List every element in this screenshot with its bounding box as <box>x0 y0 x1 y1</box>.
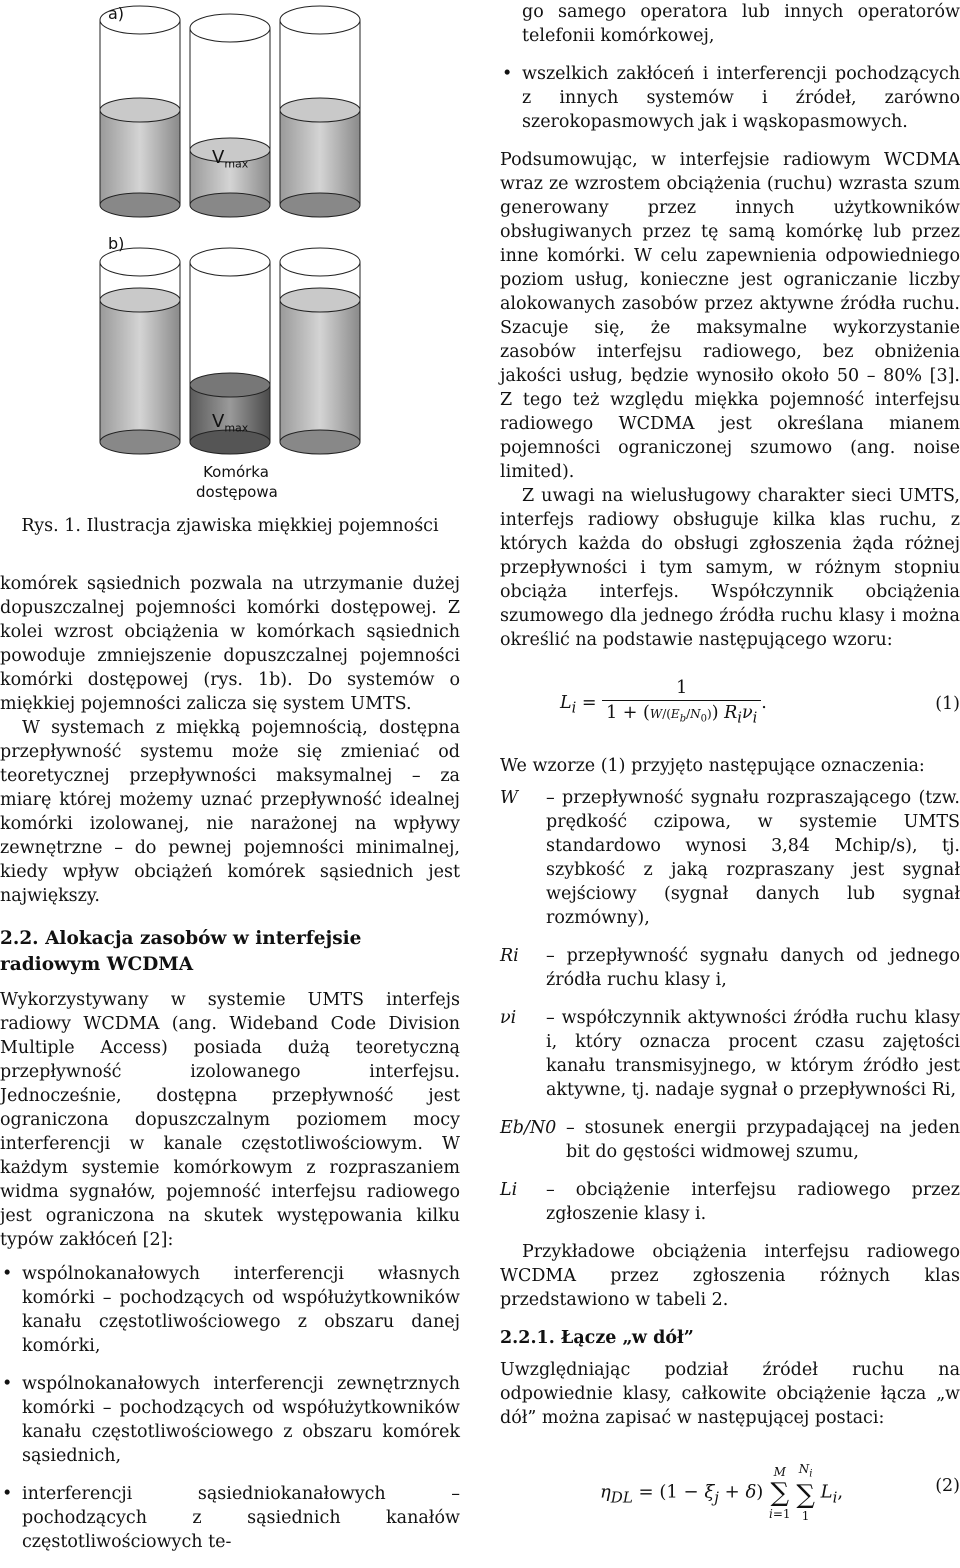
section-heading-2-2-1: 2.2.1. Łącze „w dół” <box>500 1328 694 1348</box>
equation-1 <box>500 670 960 740</box>
definition-text: – obciążenie interfejsu radiowego przez zgłoszenie klasy i. <box>546 1180 960 1224</box>
figure-soft-capacity <box>0 0 460 560</box>
definition-symbol: Eb/N0 <box>500 1118 557 1138</box>
definitions-intro: We wzorze (1) przyjęto następujące oznaczenia: <box>500 756 925 776</box>
left-column <box>0 0 460 1568</box>
equation-1-body: $L_i$ = $\frac{1}{1 + (W/(E_b/N_0)) R_i\nu_i}$ . <box>560 678 767 727</box>
left-para-3: Wykorzystywany w systemie UMTS interfejs radiowy WCDMA (ang. Wideband Code Division Multiple Access) posiada dużą teoretyczną przepływność izolowanego interfejsu. Jednocześnie, dostępna przepływność jest ograniczona dopuszczalnym poziomem mocy interferencji w kanale częstotliwościowym. W każdym systemie komórkowym z rozpraszaniem widma sygnałów, pojemność interfejsu radiowego jest ograniczona na skutek występowania kilku typów zakłóceń [2]: <box>0 990 460 1250</box>
definition-item <box>500 1116 960 1164</box>
equation-1-number: (1) <box>935 694 960 714</box>
section-heading-2-2: 2.2. Alokacja zasobów w interfejsie radiowym WCDMA <box>0 928 362 975</box>
cylinder-a-right <box>280 6 360 217</box>
right-para-2: Z uwagi na wielusługowy charakter sieci UMTS, interfejs radiowy obsługuje kilka klas ruchu, z których każda do obsługi zgłoszenia żąda różnej przepływności i tym samym, w różnym stopniu obciąża interfejs. Współczynnik obciążenia szumowego dla jednego źródła ruchu klasy i można określić na podstawie następującego wzoru: <box>500 486 960 650</box>
left-para-2: W systemach z miękką pojemnością, dostępna przepływność systemu może się zmieniać od teoretycznej przepływności maksymalnej – za miarę której możemy uznać przepływność idealnej komórki izolowanej, nie narażonej na wpływy zewnętrzne – do pewnej pojemności minimalnej, kiedy wpływ obciążeń komórek sąsiednich jest największy. <box>0 718 460 906</box>
right-para-4: Uwzględniając podział źródeł ruchu na odpowiednie klasy, całkowite obciążenie łącza „w dół” można zapisać w następującej postaci: <box>500 1360 960 1428</box>
left-para-1: komórek sąsiednich pozwala na utrzymanie dużej dopuszczalnej pojemności komórki dostępowej. Z kolei wzrost obciążenia w komórkach sąsiednich powoduje zmniejszenie dopuszczalnej pojemności komórki dostępowej (rys. 1b). Do systemów o miękkiej pojemności zalicza się system UMTS. <box>0 574 460 714</box>
definition-item <box>500 1006 960 1102</box>
label-b: b) <box>108 234 125 253</box>
cylinder-b-right <box>280 248 360 454</box>
interference-list <box>0 1262 460 1554</box>
figure-caption: Rys. 1. Ilustracja zjawiska miękkiej pojemności <box>21 516 439 536</box>
definition-symbol: Ri <box>500 946 519 966</box>
definition-symbol: νi <box>500 1008 517 1028</box>
vmax-label-b: $V_{max}$ <box>212 411 249 435</box>
definition-text: – przepływność sygnału rozpraszającego (tzw. prędkość czipowa, w systemie UMTS standardowo wynosi 3,84 Mchip/s), tj. szybkość z jaką rozpraszany jest sygnał wejściowy (sygnał danych lub sygnał rozmówny), <box>546 788 960 928</box>
definition-item <box>500 944 960 992</box>
equation-2-body: $\eta_{DL} = (1 - \xi_j + \delta)$ M ∑ i=1 $N_i$ ∑ 1 $L_i$, <box>600 1462 844 1524</box>
bullet-continuation: go samego operatora lub innych operatorów telefonii komórkowej, <box>522 2 960 46</box>
list-item: • wszelkich zakłóceń i interferencji pochodzących z innych systemów i źródeł, zarówno szerokopasmowych jak i wąskopasmowych. <box>500 62 960 134</box>
list-item: • wspólnokanałowych interferencji zewnętrznych komórki – pochodzących od współużytkowników kanału częstotliwościowego z obszaru komórek sąsiednich, <box>0 1372 460 1468</box>
equation-2-number: (2) <box>935 1476 960 1496</box>
cylinder-a-left <box>100 6 180 217</box>
access-cell-label: Komórka dostępowa <box>196 463 278 501</box>
equation-2 <box>500 1452 960 1522</box>
right-para-3: Przykładowe obciążenia interfejsu radiowego WCDMA przez zgłoszenia różnych klas przedstawiono w tabeli 2. <box>500 1242 960 1310</box>
definition-symbol: Li <box>500 1180 518 1200</box>
label-a: a) <box>108 4 125 23</box>
cylinder-b-left <box>100 248 180 454</box>
list-item: • wspólnokanałowych interferencji własnych komórki – pochodzących od współużytkowników kanału częstotliwościowego z obszaru danej komórki, <box>0 1262 460 1358</box>
right-column <box>500 0 960 1536</box>
definition-symbol: W <box>500 788 518 808</box>
definitions-list <box>500 786 960 1226</box>
right-para-1: Podsumowując, w interfejsie radiowym WCDMA wraz ze wzrostem obciążenia (ruchu) wzrasta szum generowany przez innych użytkowników obsługiwanych przez tę samą komórkę lub przez inne komórki. W celu zapewnienia odpowiedniego poziom usług, konieczne jest ograniczanie liczby alokowanych zasobów przez aktywne źródła ruchu. Szacuje się, że maksymalne wykorzystanie zasobów interfejsu radiowego, bez obniżenia jakości usług, będzie wynosiło około 50 – 80% [3]. Z tego też względu miękka pojemność interfejsu radiowego WCDMA jest określana mianem pojemności ograniczonej szumowo (ang. noise limited). <box>500 150 960 482</box>
interference-list-continued <box>500 62 960 134</box>
cylinder-a-middle <box>190 14 270 217</box>
definition-item <box>500 1178 960 1226</box>
definition-text: – przepływność sygnału danych od jednego źródła ruchu klasy i, <box>546 946 960 990</box>
vmax-label-a: $V_{max}$ <box>212 147 249 171</box>
definition-text: – stosunek energii przypadającej na jeden bit do gęstości widmowej szumu, <box>566 1118 960 1162</box>
definition-item <box>500 786 960 930</box>
list-item: • interferencji sąsiedniokanałowych – pochodzących z sąsiednich kanałów częstotliwościowych te- <box>0 1482 460 1554</box>
definition-text: – współczynnik aktywności źródła ruchu klasy i, który oznacza procent czasu zajętości kanału transmisyjnego, w którym źródło jest aktywne, tj. nadaje sygnał o przepływności Ri, <box>546 1008 960 1100</box>
